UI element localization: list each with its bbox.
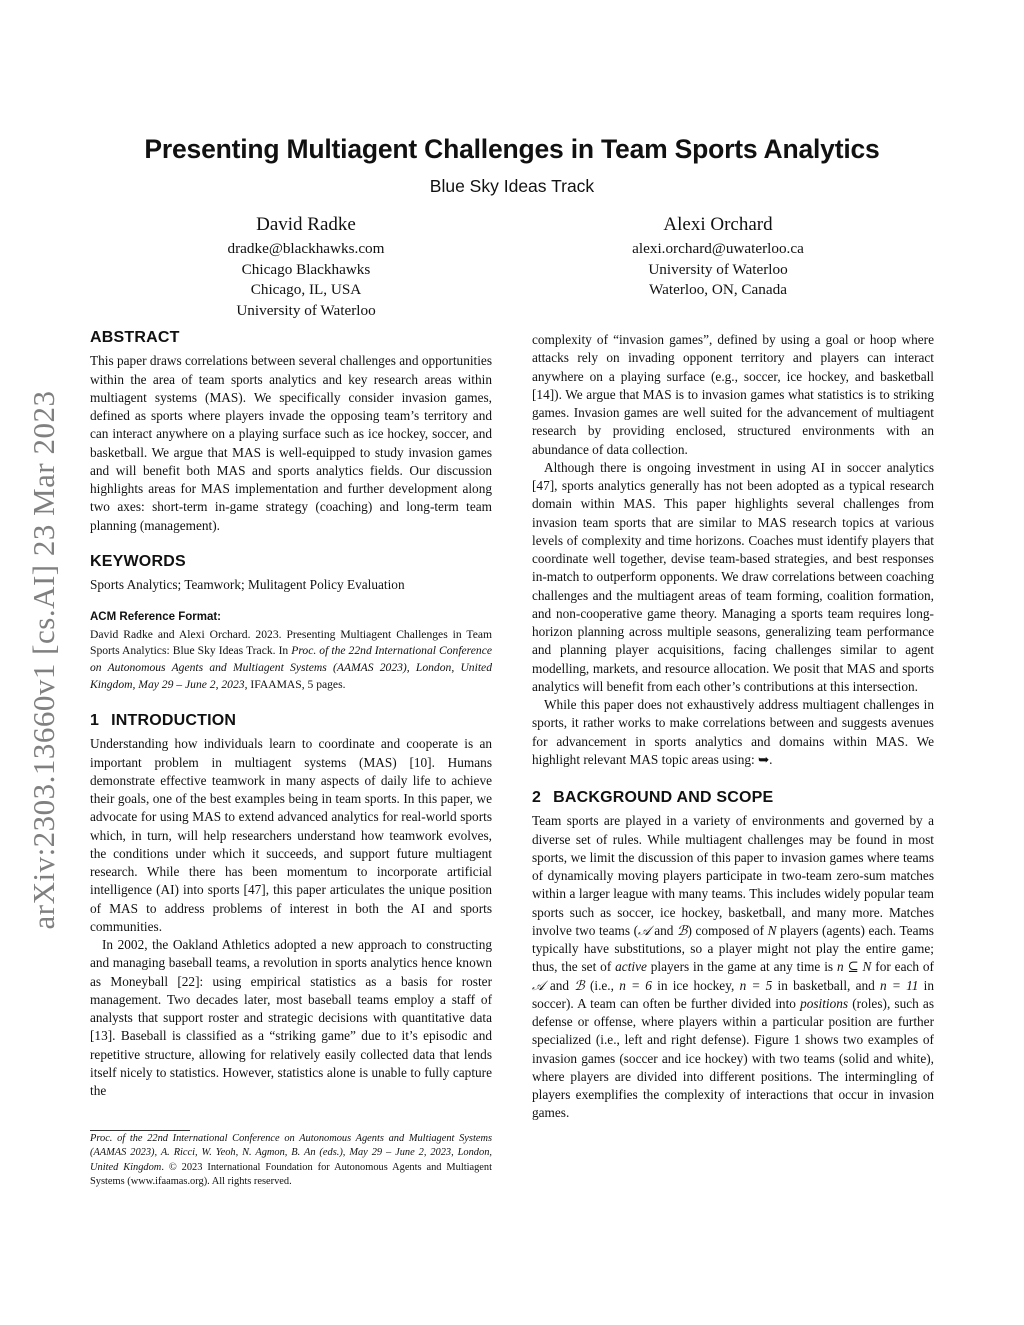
- author-email[interactable]: alexi.orchard@uwaterloo.ca: [632, 240, 804, 257]
- author-name: Alexi Orchard: [663, 214, 773, 235]
- section-number: 2: [532, 789, 542, 806]
- section-title: INTRODUCTION: [111, 712, 237, 730]
- paper-subtitle: Blue Sky Ideas Track: [429, 176, 595, 196]
- text-run: and: [544, 977, 575, 993]
- text-run: players (agents) each. Teams typically have substitutions, so a player might not play the entire game; thus, the set of: [532, 922, 934, 975]
- arxiv-stamp: arXiv:2303.13660v1 [cs.AI] 23 Mar 2023: [26, 390, 61, 930]
- author-location: Waterloo, ON, Canada: [649, 281, 787, 298]
- footnote-rule: [90, 1130, 190, 1131]
- text-run: ) composed of: [687, 922, 768, 938]
- right-paragraph-2: Although there is ongoing investment in using AI in soccer analytics [47], sports analytics generally has not been adopted as a typical research domain within MAS. This paper highlights several challenges from invasion team sports that are similar to MAS research topics at various levels of complexity and time horizons. Coaches must identify players that coordinate well together, devise team-based strategies, and best responses in-match to outperform opponents. We draw correlations between coaching challenges and the multiagent areas of team forming, coalition formation, and non-cooperative game theory. Managing a sports team requires long-horizon planning across multiple seasons, generalizing team performance and planning player acquisitions, facing challenges similar to agent modelling, markets, and resource allocation. We posit that MAS and sports analytics will benefit from each other’s contributions at this intersection.: [532, 459, 934, 694]
- math-team-b: ℬ: [574, 977, 585, 993]
- text-run: in ice hockey,: [651, 977, 740, 993]
- author-affiliation-2: University of Waterloo: [236, 301, 376, 319]
- author-location: Chicago, IL, USA: [250, 281, 362, 298]
- left-column: [90, 329, 492, 1100]
- math-team-b: ℬ: [676, 922, 688, 938]
- right-column: [532, 331, 934, 1123]
- math-subset: n ⊆ N: [836, 959, 872, 975]
- math-team-a: 𝒜: [532, 977, 545, 993]
- author-affiliation: Chicago Blackhawks: [241, 260, 371, 278]
- text-run: Team sports are played in a variety of environments and governed by a diverse set of rules. While multiagent challenges may be found in most sports, we limit the discussion of this paper to invasion games where teams of dynamically moving players participate in two-team zero-sum matches within a larger league with many teams. This includes widely popular team sports such as soccer, ice hockey, basketball, and many more. Matches involve two teams (: [532, 813, 934, 938]
- author-block-2: [558, 212, 878, 301]
- author-email[interactable]: dradke@blackhawks.com: [227, 240, 385, 257]
- section-title: BACKGROUND AND SCOPE: [553, 789, 774, 806]
- footnote-venue: Proc. of the 22nd International Conference on Autonomous Agents and Multiagent Systems (AAMAS 2023), A. Ricci, W. Yeoh, N. Agmon, B. An (eds.), May 29 – June 2, 2023, London, United Kingdom: [90, 1133, 492, 1173]
- math-n5: n = 5: [739, 977, 773, 993]
- author-affiliation: University of Waterloo: [648, 260, 788, 278]
- acm-reference-text: [90, 627, 492, 695]
- acm-ref-part: , IFAAMAS, 5 pages.: [244, 678, 346, 692]
- emph-positions: positions: [800, 995, 849, 1011]
- acm-reference-heading: ACM Reference Format:: [90, 611, 221, 624]
- text-run: in soccer). A team can often be further divided into: [532, 977, 934, 1011]
- math-n11: n = 11: [880, 977, 919, 993]
- abstract-text: This paper draws correlations between several challenges and opportunities within the area of team sports analytics and key research areas within multiagent systems (MAS). We specifically consider invasion games, defined as sports where players invade the opposing team’s territory and can interact anywhere on a playing surface such as ice hockey, soccer, and basketball. We argue that MAS is well-equipped to study invasion games and will benefit both MAS and sports analytics fields. Our discussion highlights areas for MAS implementation and further development along two axes: short-term in-game strategy (coaching) and long-term team planning (management).: [90, 353, 492, 533]
- math-n: N: [767, 922, 777, 938]
- acm-ref-part: David Radke and Alexi Orchard. 2023. Presenting Multiagent Challenges in Team Sports Analytics: Blue Sky Ideas Track. In: [90, 627, 492, 658]
- keywords-heading: KEYWORDS: [90, 552, 186, 570]
- background-paragraph: [532, 812, 934, 1122]
- footnote-copyright: . © 2023 International Foundation for Autonomous Agents and Multiagent Systems (www.ifaamas.org). All rights reserved.: [90, 1161, 493, 1188]
- math-team-a: 𝒜: [638, 922, 651, 938]
- text-run: players in the game at any time is: [646, 959, 837, 975]
- text-run: (i.e.,: [584, 977, 620, 993]
- intro-paragraph-2: In 2002, the Oakland Athletics adopted a new approach to constructing and managing baseball teams, a revolution in sports analytics hence known as Moneyball [22]: using empirical statistics as a basis for roster management. Two decades later, most baseball teams employ a staff of analysts that support roster and strategic decisions with quantitative data [13]. Baseball is classified as a “striking game” due to it’s episodic and repetitive structure, allowing for relatively easily collected data that lends itself nicely to statistics. However, statistics alone is unable to fully capture the: [90, 937, 492, 1099]
- text-run: and: [650, 922, 677, 938]
- author-block-1: [146, 212, 466, 321]
- footnote: [90, 1132, 492, 1190]
- section-number: 1: [90, 712, 100, 730]
- text-run: (roles), such as defense or offense, where players within a particular position are further specialized (i.e., left and right defense). Figure 1 shows two examples of invasion games (soccer and ice hockey) with two teams (solid and white), where players are divided into different positions. The intermingling of players exemplifies the complexity of interactions that occur in invasion games.: [532, 995, 935, 1121]
- text-run: in basketball, and: [772, 977, 880, 993]
- intro-heading: [90, 712, 492, 730]
- text-run: for each of: [871, 959, 934, 975]
- abstract-heading: ABSTRACT: [90, 329, 180, 346]
- right-paragraph-1: complexity of “invasion games”, defined by using a goal or hoop where attacks rely on invading opponent territory and players can interact anywhere on a playing surface (e.g., soccer, ice hockey, and basketball [14]). We argue that MAS is to invasion games what statistics is to striking games. Invasion games are well suited for the advancement of multiagent research by providing enclosed, structured environments with an abundance of data collection.: [532, 332, 934, 457]
- keywords-text: Sports Analytics; Teamwork; Mulitagent Policy Evaluation: [90, 577, 405, 592]
- paper-title: Presenting Multiagent Challenges in Team Sports Analytics: [144, 134, 880, 164]
- background-heading: [532, 789, 934, 807]
- author-name: David Radke: [256, 214, 356, 235]
- intro-paragraph-1: Understanding how individuals learn to coordinate and cooperate is an important problem in multiagent systems (MAS) [10]. Humans demonstrate effective teamwork in many aspects of daily life to achieve their goals, one of the best examples being in team sports. In this paper, we advocate for using MAS to extend advanced analytics for real-world sports which, in turn, will help researchers understand how teamwork evolves, the conditions under which it succeeds, and support future multiagent research. While there has been momentum to incorporate artificial intelligence (AI) into sports [47], this paper articulates the unique position of MAS to address problems of interest in both the AI and sports communities.: [90, 736, 492, 934]
- right-paragraph-3: While this paper does not exhaustively address multiagent challenges in sports, it rather works to make correlations between and suggests avenues for advancement in sports analytics and domains within MAS. We highlight relevant MAS topic areas using: ➥.: [532, 697, 934, 767]
- acm-ref-venue: Proc. of the 22nd International Conference on Autonomous Agents and Multiagent Systems (AAMAS 2023), London, United Kingdom, May 29 – June 2, 2023: [90, 644, 493, 692]
- math-n6: n = 6: [619, 977, 652, 993]
- emph-active: active: [615, 959, 647, 975]
